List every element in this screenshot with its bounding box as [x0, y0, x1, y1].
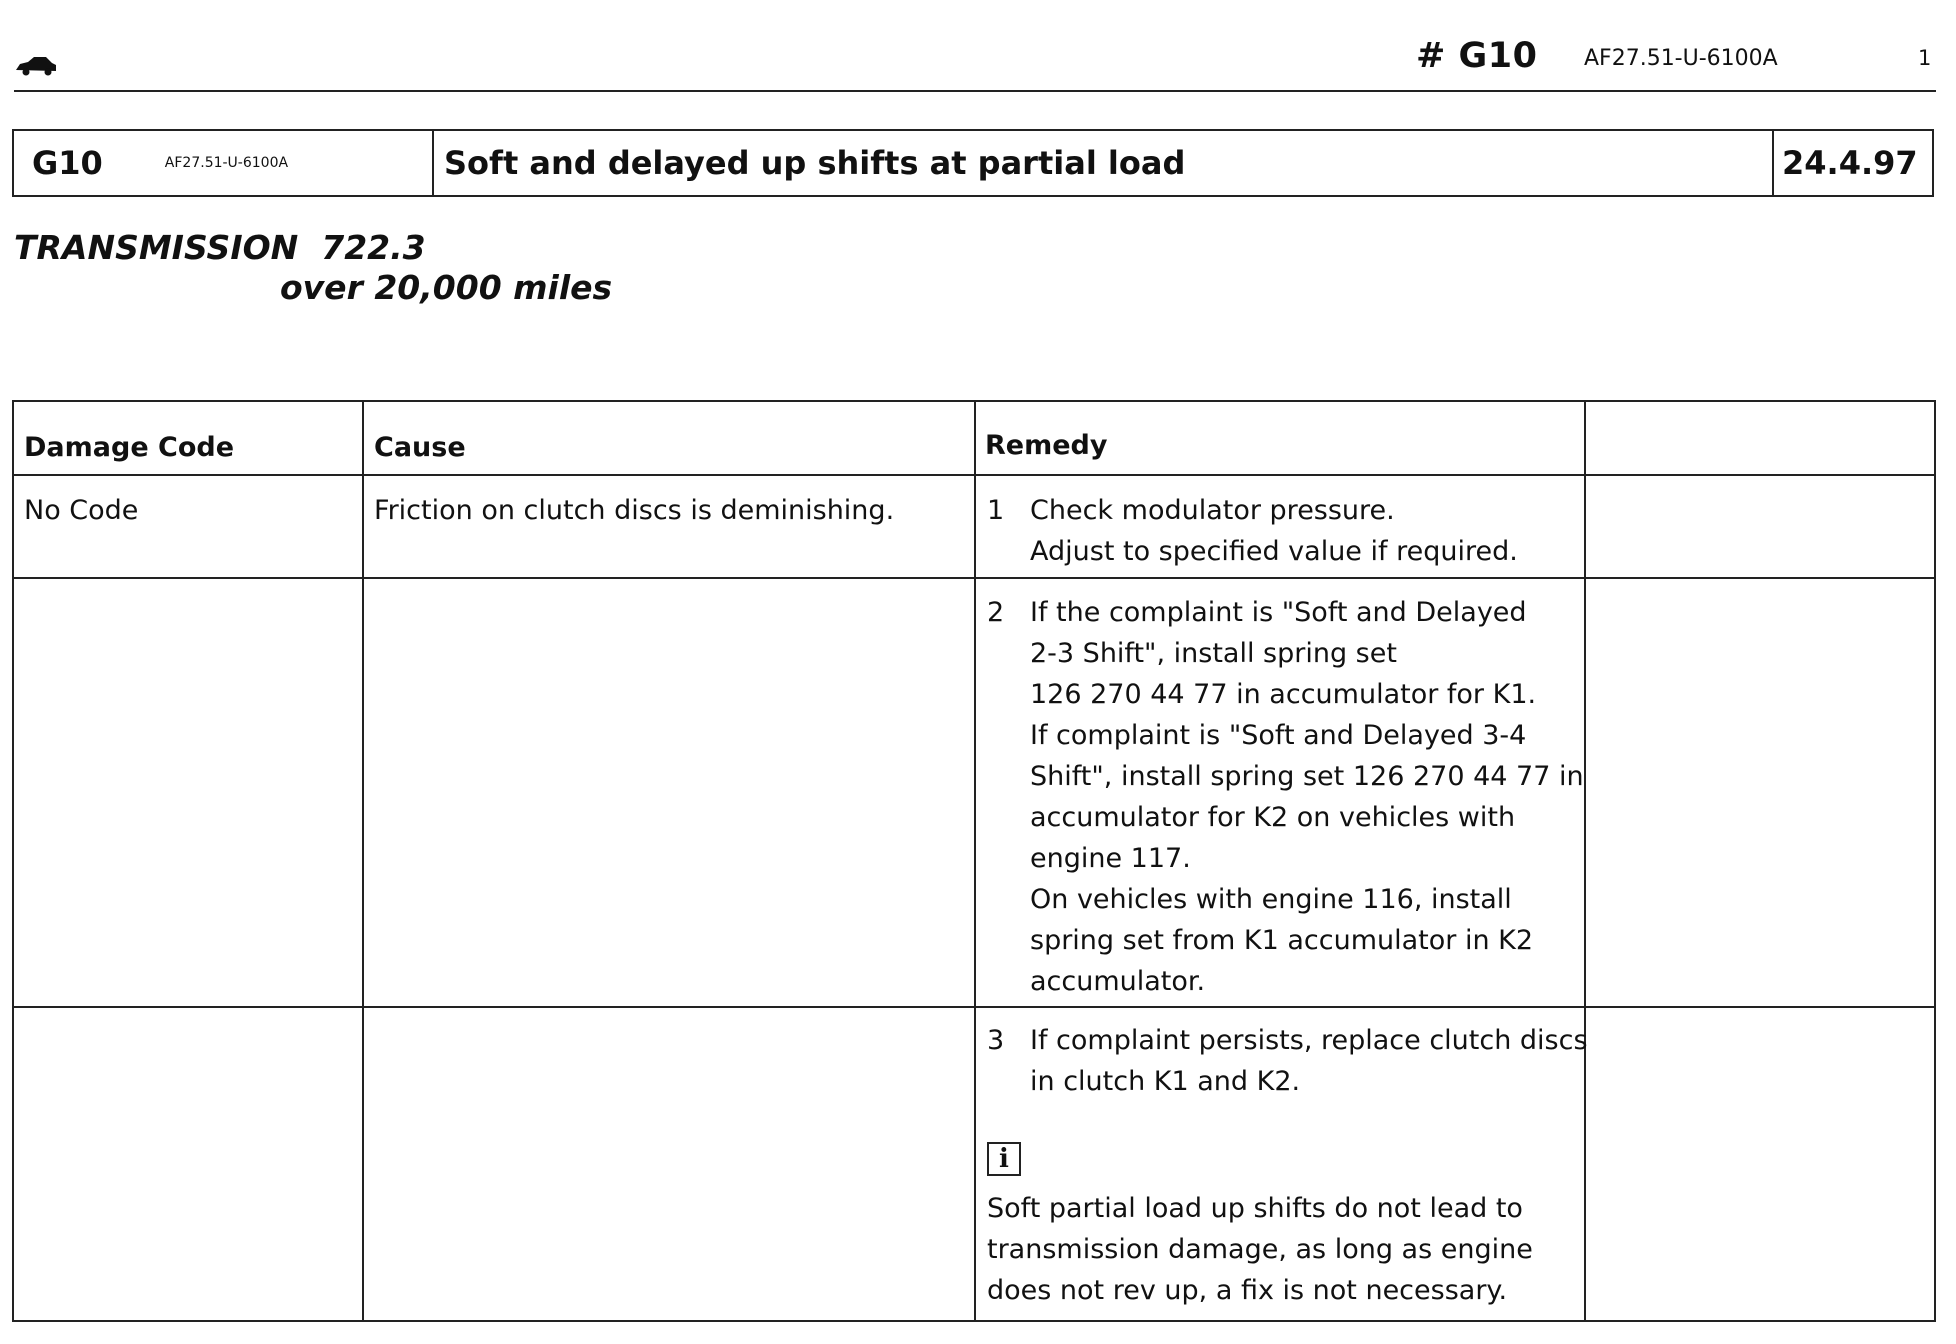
remedy-line: Shift", install spring set 126 270 44 77 in — [1030, 761, 1584, 792]
remedy-line: accumulator. — [1030, 966, 1206, 997]
row-divider — [14, 577, 1934, 579]
header-cause: Cause — [374, 432, 466, 463]
remedy-line: Check modulator pressure. — [1030, 495, 1395, 526]
column-divider — [1584, 402, 1586, 1320]
header-damage-code: Damage Code — [24, 432, 235, 463]
remedy-line: Adjust to specified value if required. — [1030, 536, 1518, 567]
row3-step-number: 3 — [987, 1025, 1005, 1056]
header-code: # G10 — [1416, 36, 1538, 76]
row2-remedy — [1030, 592, 1584, 1002]
car-icon — [14, 52, 58, 78]
row1-cause: Friction on clutch discs is deminishing. — [374, 495, 895, 526]
remedy-line: spring set from K1 accumulator in K2 — [1030, 925, 1534, 956]
date-cell — [1774, 131, 1934, 195]
transmission-label: TRANSMISSION 722.3 — [14, 228, 426, 267]
document-date: 24.4.97 — [1782, 144, 1918, 182]
title-code: G10 — [32, 144, 103, 182]
remedy-line: 126 270 44 77 in accumulator for K1. — [1030, 679, 1537, 710]
diagnosis-table — [12, 400, 1936, 1322]
column-divider — [362, 402, 364, 1320]
document-title: Soft and delayed up shifts at partial load — [444, 144, 1186, 182]
note-line: transmission damage, as long as engine — [987, 1234, 1533, 1265]
row1-step-number: 1 — [987, 495, 1005, 526]
title-code-cell — [14, 131, 434, 195]
row1-remedy — [1030, 490, 1518, 572]
header-remedy: Remedy — [985, 430, 1108, 461]
note-line: does not rev up, a fix is not necessary. — [987, 1275, 1508, 1306]
column-divider — [974, 402, 976, 1320]
remedy-line: On vehicles with engine 116, install — [1030, 884, 1512, 915]
remedy-line: accumulator for K2 on vehicles with — [1030, 802, 1516, 833]
row3-remedy — [1030, 1020, 1588, 1102]
note-line: Soft partial load up shifts do not lead to — [987, 1193, 1523, 1224]
header-rule — [14, 90, 1936, 92]
title-cell — [434, 131, 1774, 195]
row2-step-number: 2 — [987, 597, 1005, 628]
title-box — [12, 129, 1934, 197]
remedy-line: in clutch K1 and K2. — [1030, 1066, 1301, 1097]
remedy-line: If complaint persists, replace clutch discs — [1030, 1025, 1588, 1056]
remedy-line: If complaint is "Soft and Delayed 3-4 — [1030, 720, 1527, 751]
row1-damage-code: No Code — [24, 495, 139, 526]
row-divider — [14, 474, 1934, 476]
remedy-line: If the complaint is "Soft and Delayed — [1030, 597, 1527, 628]
row-divider — [14, 1006, 1934, 1008]
header-reference: AF27.51-U-6100A — [1584, 46, 1778, 71]
remedy-line: engine 117. — [1030, 843, 1191, 874]
remedy-line: 2-3 Shift", install spring set — [1030, 638, 1397, 669]
page-number: 1 — [1918, 46, 1932, 70]
info-icon: i — [987, 1142, 1021, 1176]
row3-note — [987, 1188, 1533, 1311]
title-reference: AF27.51-U-6100A — [164, 155, 289, 171]
mileage-label: over 20,000 miles — [280, 268, 613, 307]
